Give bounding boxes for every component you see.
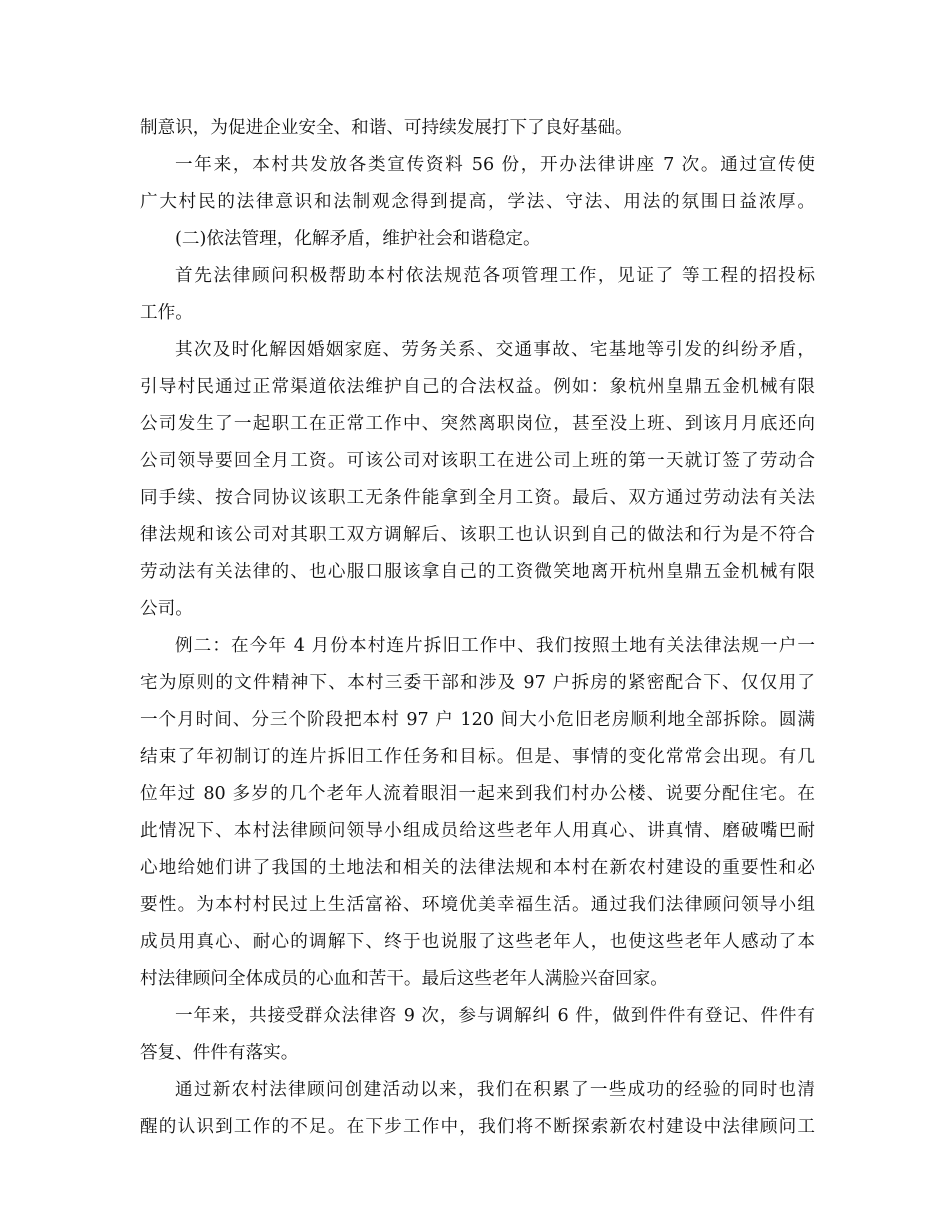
text-line: 公司领导要回全月工资。可该公司对该职工在进公司上班的第一天就订签了劳动合: [140, 451, 815, 471]
text-line: 引导村民通过正常渠道依法维护自己的合法权益。例如：象杭州皇鼎五金机械有限: [140, 377, 815, 397]
text-line: 结束了年初制订的连片拆旧工作任务和目标。但是、事情的变化常常会出现。有几: [140, 747, 815, 767]
text-line: 首先法律顾问积极帮助本村依法规范各项管理工作，见证了 等工程的招投标: [175, 266, 815, 286]
text-line: 要性。为本村村民过上生活富裕、环境优美幸福生活。通过我们法律顾问领导小组: [140, 895, 815, 915]
text-line: 广大村民的法律意识和法制观念得到提高，学法、守法、用法的氛围日益浓厚。: [140, 192, 815, 212]
text-line: 例二：在今年 4 月份本村连片拆旧工作中、我们按照土地有关法律法规一户一: [175, 636, 815, 656]
text-line: 劳动法有关法律的、也心服口服该拿自己的工资微笑地离开杭州皇鼎五金机械有限: [140, 562, 815, 582]
text-line: 答复、件件有落实。: [140, 1043, 299, 1063]
text-line: 心地给她们讲了我国的土地法和相关的法律法规和本村在新农村建设的重要性和必: [140, 858, 815, 878]
text-line: 律法规和该公司对其职工双方调解后、该职工也认识到自己的做法和行为是不符合: [140, 525, 815, 545]
text-line: 位年过 80 多岁的几个老年人流着眼泪一起来到我们村办公楼、说要分配住宅。在: [140, 784, 815, 804]
text-line: 醒的认识到工作的不足。在下步工作中，我们将不断探索新农村建设中法律顾问工: [140, 1117, 815, 1137]
text-line: 一年来，共接受群众法律咨 9 次，参与调解纠 6 件，做到件件有登记、件件有: [175, 1006, 815, 1026]
text-line: 同手续、按合同协议该职工无条件能拿到全月工资。最后、双方通过劳动法有关法: [140, 488, 815, 508]
text-line: 工作。: [140, 303, 193, 323]
text-line: 一年来，本村共发放各类宣传资料 56 份，开办法律讲座 7 次。通过宣传使: [175, 155, 815, 175]
section-heading: (二)依法管理，化解矛盾，维护社会和谐稳定。: [175, 229, 541, 249]
text-line: 制意识，为促进企业安全、和谐、可持续发展打下了良好基础。: [140, 118, 633, 138]
text-line: 此情况下、本村法律顾问领导小组成员给这些老年人用真心、讲真情、磨破嘴巴耐: [140, 821, 815, 841]
text-line: 宅为原则的文件精神下、本村三委干部和涉及 97 户拆房的紧密配合下、仅仅用了: [140, 673, 815, 693]
text-line: 村法律顾问全体成员的心血和苦干。最后这些老年人满脸兴奋回家。: [140, 969, 668, 989]
text-line: 一个月时间、分三个阶段把本村 97 户 120 间大小危旧老房顺利地全部拆除。圆满: [140, 710, 815, 730]
text-line: 公司发生了一起职工在正常工作中、突然离职岗位，甚至没上班、到该月月底还向: [140, 414, 815, 434]
text-line: 成员用真心、耐心的调解下、终于也说服了这些老年人，也使这些老年人感动了本: [140, 932, 815, 952]
text-line: 通过新农村法律顾问创建活动以来，我们在积累了一些成功的经验的同时也清: [175, 1080, 815, 1100]
text-line: 公司。: [140, 599, 193, 619]
text-line: 其次及时化解因婚姻家庭、劳务关系、交通事故、宅基地等引发的纠纷矛盾，: [175, 340, 815, 360]
